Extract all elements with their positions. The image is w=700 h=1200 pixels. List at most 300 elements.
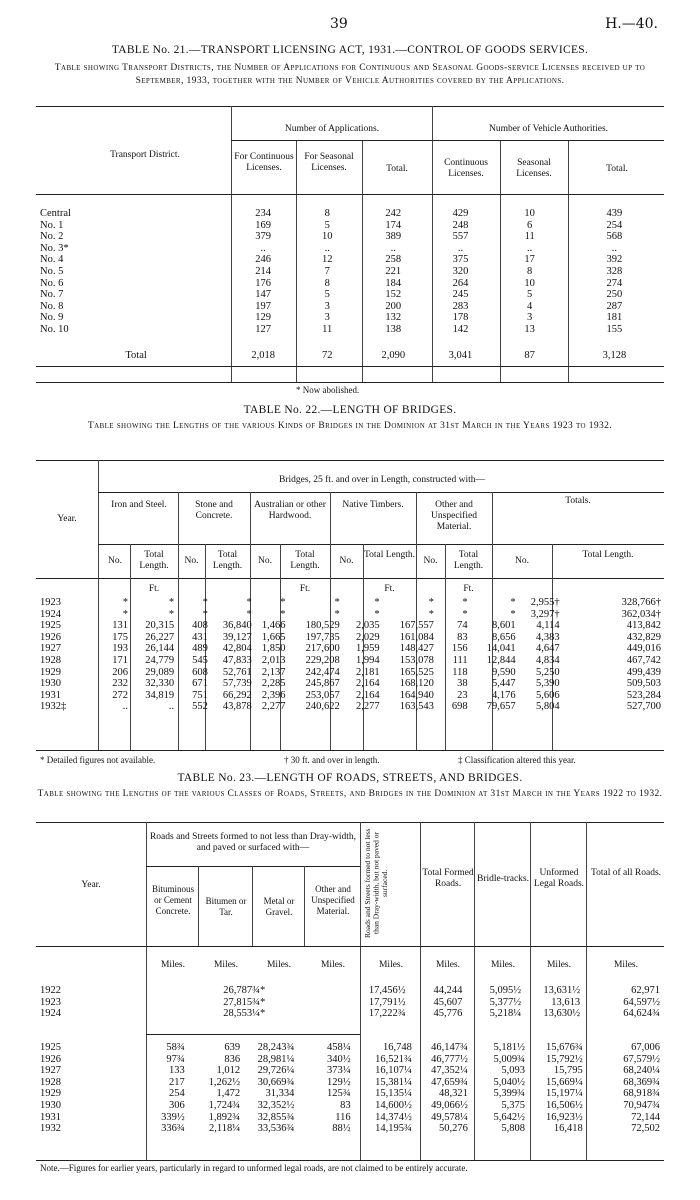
table-cell: 15,792½: [546, 1053, 583, 1065]
table-cell: 408: [192, 620, 208, 632]
table-cell: 133: [169, 1065, 185, 1077]
table-row: [40, 597, 664, 609]
table-cell: 42,804: [222, 643, 252, 655]
table-cell: 698: [451, 701, 468, 713]
table-cell: 15,197¼: [546, 1088, 583, 1100]
table-cell: 153,078: [399, 654, 434, 666]
table-cell: 16,748: [383, 1042, 412, 1053]
table-cell: 193: [112, 643, 129, 655]
year-cell: 1923: [40, 597, 61, 608]
table-row: [40, 997, 664, 1009]
table-cell: 8,601: [492, 620, 516, 632]
district-name: No. 5: [40, 265, 64, 277]
year-cell: 1924: [40, 1008, 61, 1020]
page-header: [0, 16, 700, 36]
table-row: [40, 1100, 664, 1112]
table22-footnote-1: * Detailed figures not available.: [40, 755, 156, 765]
table23-title: TABLE No. 23.—LENGTH OF ROADS, STREETS, AND BRIDGES.: [177, 772, 523, 784]
table23-col-year: Year.: [81, 880, 101, 890]
total-cell: 3,128: [602, 349, 627, 361]
table23-unit: Miles.: [490, 960, 515, 970]
table-cell: 72,502: [631, 1123, 660, 1135]
table-cell: *: [510, 608, 516, 620]
table-cell: 67,579½: [623, 1053, 660, 1065]
table-cell: *: [280, 608, 286, 620]
table-cell: *: [280, 597, 286, 608]
table23-note: Note.—Figures for earlier years, particularly in regard to unformed legal roads, are not claimed to be entirely accurate.: [40, 1163, 468, 1173]
table-cell: 49,066½: [431, 1099, 468, 1111]
table-cell: 16,506½: [546, 1099, 583, 1111]
table-cell: 164,940: [399, 689, 434, 701]
table-cell: 1,472: [216, 1088, 241, 1100]
table23-col-unpaved: Roads and Streets formed to not less than Dray-width, but not paved or surfaced.: [363, 828, 389, 938]
table23-subtitle: Table showing the Lengths of the various Classes of Roads, Streets, and Bridges in the Dominion at 31st March in the Years 1922 to 1932.: [37, 789, 663, 799]
table-cell: 74: [457, 620, 468, 632]
table-cell: 8,656: [492, 631, 516, 643]
table-cell: 5,804: [536, 701, 560, 713]
year-cell: 1926: [40, 631, 61, 643]
table-cell: *: [334, 597, 340, 608]
table-cell: 14,041: [486, 643, 516, 655]
table21-head-rule: [36, 194, 664, 195]
table22-sub-length: Total Length.: [290, 550, 320, 571]
table-row: [40, 324, 664, 336]
table-cell: 30,669¾: [257, 1076, 295, 1088]
table-cell: 229,208: [305, 654, 340, 666]
district-name: Central: [40, 208, 71, 219]
year-cell: 1925: [40, 620, 61, 632]
table-cell: 169: [255, 219, 272, 231]
table-cell: 161,084: [399, 631, 434, 643]
table-cell: 16,923½: [546, 1111, 583, 1123]
table-cell: 557: [452, 231, 469, 243]
table-cell: 178: [452, 312, 469, 324]
table-cell: 79,657: [486, 701, 516, 713]
table23-unit: Miles.: [613, 960, 638, 970]
table-cell: 24,779: [145, 654, 175, 666]
table-cell: 232: [112, 678, 129, 690]
table-row: [40, 243, 664, 255]
table-cell: 336¾: [161, 1123, 185, 1135]
table-cell: 12: [321, 254, 333, 266]
table22-banner-rule: [98, 492, 664, 493]
table-cell: 258: [385, 254, 402, 266]
table22-col-year: Year.: [57, 514, 77, 524]
table22-sub-no: No.: [423, 556, 438, 566]
table-cell: 129: [255, 312, 272, 324]
table22-banner: Bridges, 25 ft. and over in Length, constructed with—: [278, 475, 486, 485]
table-cell: 2,285: [261, 678, 286, 690]
table-cell: 171: [112, 654, 129, 666]
table-cell: 200: [385, 300, 402, 312]
table-cell: 671: [192, 678, 208, 690]
table-cell: 43,878: [222, 701, 252, 713]
year-cell: 1925: [40, 1042, 61, 1053]
table-row: [40, 231, 664, 243]
table-cell: *: [202, 608, 208, 620]
table-cell: 68,918¾: [623, 1088, 660, 1100]
table-cell: 8: [324, 277, 330, 289]
table-cell: 23: [457, 689, 468, 701]
table21-col-seasonal: For Seasonal Licenses.: [304, 152, 354, 173]
table21-total-rule: [36, 366, 664, 367]
table-cell: 17,791½: [368, 996, 406, 1008]
table22-group-header: Stone and Concrete.: [195, 500, 233, 521]
year-cell: 1930: [40, 678, 61, 690]
table22-subtitle: Table showing the Lengths of the various Kinds of Bridges in the Dominion at 31st March in the Years 1923 to 1932.: [87, 421, 613, 431]
table-cell: 4,647: [536, 643, 560, 655]
table-cell: 254: [169, 1088, 185, 1100]
year-cell: 1922: [40, 985, 61, 996]
table23-body: [40, 1042, 664, 1135]
table-cell: 509,503: [626, 678, 661, 690]
table22-sub-length: Total Length.: [139, 550, 169, 571]
table-cell: 339½: [161, 1111, 185, 1123]
table-row: [40, 667, 664, 679]
table-row: [40, 208, 664, 220]
table-cell: 234: [255, 208, 272, 219]
table-row: [40, 1054, 664, 1066]
table-cell: 3,297†: [530, 608, 560, 620]
table22-body: [40, 597, 664, 713]
table22-sub-no: No.: [184, 556, 199, 566]
table22-footnote-2: † 30 ft. and over in length.: [284, 755, 380, 765]
table21-body: [40, 208, 664, 361]
table-cell: 33,536¾: [257, 1123, 295, 1135]
total-row: [40, 336, 664, 362]
table23-divider: [304, 866, 305, 946]
table-cell: 328: [606, 265, 623, 277]
table-cell: ..: [527, 242, 533, 254]
table23-early-rows: [40, 985, 664, 1020]
table-cell: 2,035: [356, 620, 380, 632]
year-cell: 1931: [40, 1111, 61, 1123]
table22-sub-length: Total Length.: [363, 550, 416, 560]
table-cell: ..: [324, 242, 330, 254]
table-cell: 10: [524, 208, 535, 219]
table23-col-unformed: Unformed Legal Roads.: [533, 868, 585, 889]
table-cell: 17,456½: [368, 985, 406, 996]
table-cell: 217,600: [305, 643, 340, 655]
table-cell: 13,630½: [543, 1008, 581, 1020]
table-cell: 180,529: [305, 620, 340, 632]
table-cell: 287: [606, 300, 623, 312]
table-cell: 5,390: [536, 678, 560, 690]
table-cell: 64,624¾: [623, 1008, 660, 1020]
table-row: [40, 1042, 664, 1054]
year-cell: 1924: [40, 608, 61, 620]
table-row: [40, 278, 664, 290]
table-row: [40, 643, 664, 655]
table-cell: 16,107¼: [375, 1065, 412, 1077]
table-cell: 132: [385, 312, 402, 324]
table-cell: 836: [224, 1053, 241, 1065]
table23-unit: Miles.: [435, 960, 460, 970]
table23-unit: Miles.: [160, 960, 185, 970]
table-cell: 429: [452, 208, 469, 219]
table-cell: 245,867: [305, 678, 340, 690]
table-cell: *: [246, 608, 252, 620]
table-cell: 45,607: [433, 996, 463, 1008]
table-cell: 552: [192, 701, 208, 713]
table-cell: 57,739: [222, 678, 252, 690]
table-cell: 14,600½: [375, 1099, 412, 1111]
table-cell: 7: [324, 265, 330, 277]
table-row: [40, 620, 664, 632]
table23-col-all: Total of all Roads.: [590, 868, 662, 878]
table-cell: 206: [112, 666, 129, 678]
table-cell: 28,243¾: [257, 1042, 295, 1053]
table-cell: 283: [452, 300, 469, 312]
table-cell: 431: [192, 631, 208, 643]
table-cell: 467,742: [626, 654, 661, 666]
table-cell: 148,427: [399, 643, 434, 655]
table-cell: 52,761: [222, 666, 252, 678]
table-cell: 2,277: [261, 701, 286, 713]
table-row: [40, 632, 664, 644]
table-cell: 66,292: [222, 689, 252, 701]
table-cell: 131: [112, 620, 129, 632]
table-cell: 127: [255, 323, 272, 335]
table-cell: *: [374, 597, 380, 608]
table-cell: 242,474: [305, 666, 340, 678]
table-cell: 88½: [332, 1123, 351, 1135]
table-cell: 5,181½: [493, 1042, 525, 1053]
table-cell: 15,381¼: [375, 1076, 412, 1088]
document-reference: H.—40.: [605, 16, 658, 32]
table-cell: 1,724¾: [208, 1099, 241, 1111]
table-cell: 432,829: [626, 631, 661, 643]
table23-group-formed: Roads and Streets formed to not less than Dray-width, and paved or surfaced with—: [149, 832, 357, 853]
table-row: [40, 985, 664, 997]
table-cell: 246: [255, 254, 272, 266]
table-cell: 4,834: [536, 654, 560, 666]
table-row: [40, 1065, 664, 1077]
table-cell: 111: [452, 654, 468, 666]
table-cell: 389: [385, 231, 402, 243]
table-cell: 8: [527, 265, 533, 277]
table-cell: 152: [385, 289, 402, 301]
table-cell: 44,244: [433, 985, 463, 996]
table-cell: 1,850: [261, 643, 286, 655]
table-cell: 47,833: [222, 654, 252, 666]
table-cell: *: [374, 608, 380, 620]
table-cell: 163,543: [399, 701, 434, 713]
table-cell: 5,009¾: [493, 1053, 525, 1065]
table-cell: 214: [255, 265, 272, 277]
table21-group-applications: Number of Applications.: [284, 124, 380, 134]
table-cell: 568: [606, 231, 623, 243]
table-cell: 1,959: [356, 643, 380, 655]
table22-sub-no: No.: [339, 556, 354, 566]
table-cell: 9,590: [492, 666, 516, 678]
district-name: No. 8: [40, 300, 64, 312]
table-cell: 2,955†: [530, 597, 560, 608]
table-cell: 458¼: [326, 1042, 351, 1053]
table-cell: 5,095½: [489, 985, 522, 996]
table-cell: 14,374½: [375, 1111, 412, 1123]
table-cell: 29,089: [145, 666, 175, 678]
table-row: [40, 655, 664, 667]
table-cell: 26,227: [145, 631, 175, 643]
table-cell: 499,439: [626, 666, 661, 678]
table-cell: 1,466: [261, 620, 286, 632]
table-cell: 32,855¾: [257, 1111, 295, 1123]
table-cell: 5: [324, 219, 330, 231]
table21-top-rule: [36, 106, 664, 107]
table-cell: 523,284: [626, 689, 661, 701]
table-cell: *: [428, 597, 434, 608]
table-cell: 47,352¼: [431, 1065, 468, 1077]
table-cell: 58¾: [166, 1042, 185, 1053]
year-cell: 1929: [40, 666, 61, 678]
table22-unit: Ft.: [463, 584, 474, 594]
table-cell: 176: [255, 277, 272, 289]
table-row: [40, 690, 664, 702]
table23-divider: [252, 866, 253, 946]
table23-unit: Miles.: [546, 960, 571, 970]
table22-sub-length: Total Length.: [582, 550, 634, 560]
table-cell: 1,262½: [208, 1076, 241, 1088]
year-cell: 1926: [40, 1053, 61, 1065]
table22-sub-no: No.: [258, 556, 272, 566]
table-cell: 26,787¾*: [223, 985, 266, 996]
district-name: No. 3*: [40, 242, 69, 254]
table21-group-vehicles: Number of Vehicle Authorities.: [488, 124, 609, 134]
table-cell: 2,137: [261, 666, 286, 678]
total-cell: 3,041: [448, 349, 473, 361]
table-cell: 12,844: [486, 654, 516, 666]
table23-col-bridle: Bridle-tracks.: [477, 874, 529, 884]
table-cell: 197: [255, 300, 272, 312]
table-cell: 10: [321, 231, 333, 243]
table-cell: 2,029: [356, 631, 380, 643]
table-cell: 39,127: [222, 631, 252, 643]
table-cell: *: [462, 608, 468, 620]
table-cell: 11: [524, 231, 535, 243]
table-row: [40, 289, 664, 301]
table-cell: 1,012: [216, 1065, 241, 1077]
table-cell: 45,776: [433, 1008, 463, 1020]
table-cell: 413,842: [626, 620, 661, 632]
district-name: No. 7: [40, 289, 64, 301]
table22-group-header: Australian or other Hardwood.: [254, 500, 326, 521]
year-cell: 1932‡: [40, 701, 67, 713]
table-cell: 16,418: [553, 1123, 583, 1135]
table23-col-bituminous: Bituminous or Cement Concrete.: [151, 884, 194, 916]
table22-group-header: Native Timbers.: [342, 500, 404, 510]
year-cell: 1927: [40, 1065, 61, 1077]
table-cell: 2,277: [356, 701, 380, 713]
district-name: No. 9: [40, 312, 64, 324]
table22-footnote-3: ‡ Classification altered this year.: [458, 755, 576, 765]
table-cell: 129½: [326, 1076, 351, 1088]
table-cell: 3: [527, 312, 533, 324]
table-cell: 97¾: [166, 1053, 185, 1065]
table-cell: *: [462, 597, 468, 608]
table21-col-district: Transport District.: [110, 150, 180, 160]
table-cell: 13: [524, 323, 535, 335]
table-cell: *: [168, 608, 175, 620]
table22-title: TABLE No. 22.—LENGTH OF BRIDGES.: [243, 404, 457, 416]
table21-col-veh-continuous: Continuous Licenses.: [444, 158, 488, 179]
table21-bottom-rule: [36, 382, 664, 383]
district-name: No. 1: [40, 219, 64, 231]
table-cell: 379: [255, 231, 272, 243]
table-cell: 5,447: [492, 678, 516, 690]
table-cell: 48,321: [438, 1088, 468, 1100]
table23-unit: Miles.: [213, 960, 238, 970]
table-cell: 527,700: [626, 701, 661, 713]
table-cell: 639: [224, 1042, 241, 1053]
table22-unit: Ft.: [299, 584, 311, 594]
table22-sub-no: No.: [108, 556, 122, 566]
table21-group-rule: [231, 140, 664, 141]
table-cell: 3: [324, 300, 330, 312]
year-cell: 1928: [40, 654, 61, 666]
table-cell: 1,892¾: [208, 1111, 241, 1123]
table23-head-rule: [36, 946, 664, 947]
table-cell: *: [122, 608, 129, 620]
table-cell: *: [428, 608, 434, 620]
table23-bottom-rule: [36, 1160, 664, 1161]
table-cell: 28,981¼: [257, 1053, 295, 1065]
table-cell: 5,093: [501, 1065, 525, 1077]
table-cell: 245: [452, 289, 469, 301]
table-cell: 5,218¼: [489, 1008, 522, 1020]
table-cell: 4,176: [492, 689, 516, 701]
table23-unit: Miles.: [266, 960, 291, 970]
table-cell: 1,994: [356, 654, 380, 666]
table-cell: 46,777½: [431, 1053, 468, 1065]
table-row: [40, 220, 664, 232]
table-row: [40, 1008, 664, 1020]
table-cell: 439: [606, 208, 623, 219]
table-cell: 197,735: [305, 631, 340, 643]
table-cell: 138: [385, 323, 402, 335]
table21-col-veh-seasonal: Seasonal Licenses.: [516, 158, 552, 179]
table23-col-total-formed: Total Formed Roads.: [422, 868, 474, 889]
table22-sub-length: Total Length.: [212, 550, 243, 571]
table-cell: 392: [606, 254, 623, 266]
table-cell: 6: [527, 219, 533, 231]
table-cell: 32,352½: [257, 1099, 295, 1111]
table-cell: 5,377½: [489, 996, 522, 1008]
table23-unit: Miles.: [378, 960, 403, 970]
table21-col-continuous: For Continuous Licenses.: [234, 152, 294, 173]
table-cell: 17,222¾: [368, 1008, 406, 1020]
table-row: [40, 609, 664, 621]
table22-unit: Ft.: [148, 584, 160, 594]
table-cell: 29,726¼: [257, 1065, 295, 1077]
table-cell: 489: [192, 643, 208, 655]
table23-col-bitumen: Bitumen or Tar.: [205, 896, 247, 917]
table-cell: 125¾: [326, 1088, 351, 1100]
table-cell: 221: [385, 265, 402, 277]
table-cell: 2,013: [261, 654, 286, 666]
table-cell: 15,669¼: [546, 1076, 583, 1088]
table22-group-rule: [98, 544, 664, 545]
table-cell: ..: [168, 701, 175, 713]
table-cell: 32,330: [145, 678, 175, 690]
table22-group-header: Totals.: [565, 496, 591, 506]
district-name: No. 4: [40, 254, 64, 266]
table-cell: 5,642½: [493, 1111, 525, 1123]
table-cell: 50,276: [438, 1123, 468, 1135]
table-cell: 165,525: [399, 666, 434, 678]
total-cell: 2,090: [381, 349, 406, 361]
table-cell: 147: [255, 289, 272, 301]
